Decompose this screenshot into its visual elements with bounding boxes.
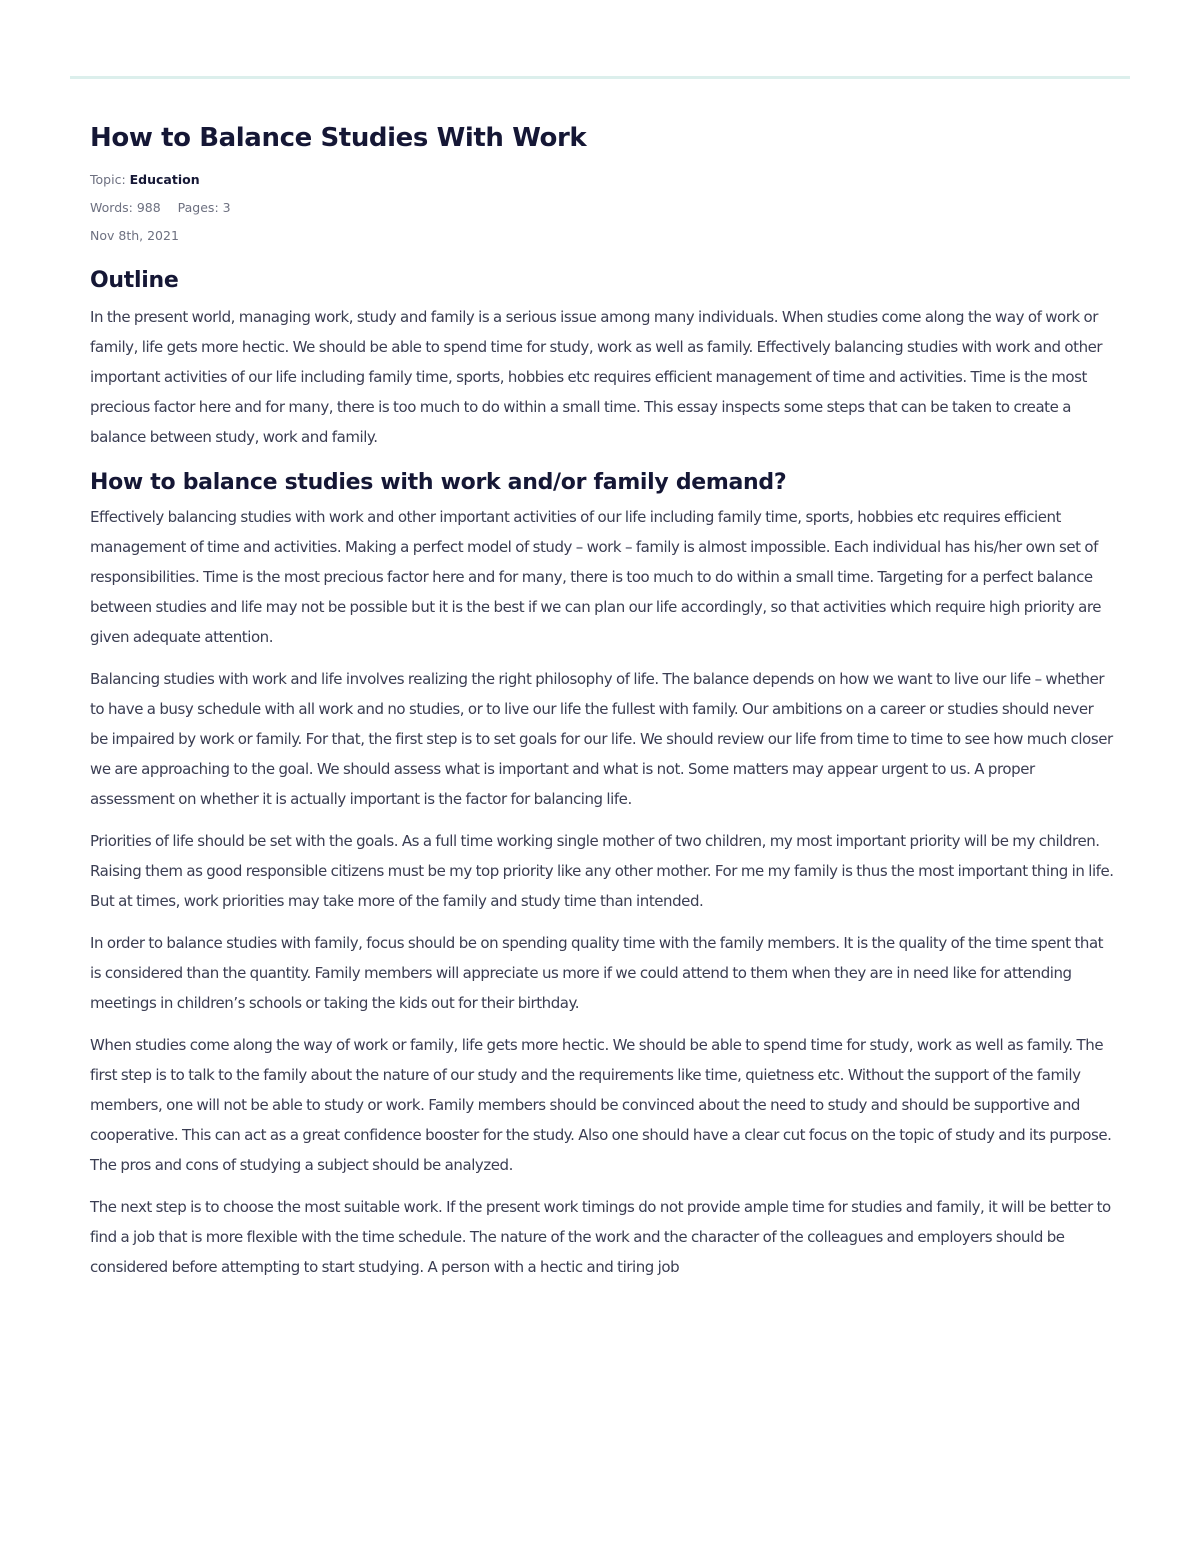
body-paragraph: When studies come along the way of work or family, life gets more hectic. We should be able to spend time for study, work as well as family. The first step is to talk to the family about the nature of our study and the requirements like time, quietness etc. Without the support of the family members, one will not be able to study or work. Family members should be convinced about the need to study and should be supportive and cooperative. This can act as a great confidence booster for the study. Also one should have a clear cut focus on the topic of study and its purpose. The pros and cons of studying a subject should be analyzed. [90, 1036, 1112, 1174]
count-meta [90, 200, 1114, 216]
page-title: How to Balance Studies With Work [90, 123, 587, 153]
topic-value[interactable]: Education [129, 172, 200, 187]
body-paragraph: Priorities of life should be set with the goals. As a full time working single mother of two children, my most important priority will be my children. Raising them as good responsible citizens must be my top priority like any other mother. For me my family is thus the most important thing in life. But at times, work priorities may take more of the family and study time than intended. [90, 832, 1114, 910]
date-meta: Nov 8th, 2021 [90, 228, 179, 243]
outline-heading: Outline [90, 268, 179, 293]
words-label: Words: [90, 200, 133, 215]
body-paragraph: Balancing studies with work and life involves realizing the right philosophy of life. The balance depends on how we want to live our life – whether to have a busy schedule with all work and no studies, or to live our life the fullest with family. Our ambitions on a career or studies should never be impaired by work or family. For that, the first step is to set goals for our life. We should review our life from time to time to see how much closer we are approaching to the goal. We should assess what is important and what is not. Some matters may appear urgent to us. A proper assessment on whether it is actually important is the factor for balancing life. [90, 670, 1113, 808]
essay-content [90, 118, 1114, 1282]
section-heading: How to balance studies with work and/or family demand? [90, 470, 787, 495]
pages-value: 3 [222, 200, 231, 215]
top-divider [70, 76, 1130, 79]
outline-paragraph: In the present world, managing work, study and family is a serious issue among many individuals. When studies come along the way of work or family, life gets more hectic. We should be able to spend time for study, work as well as family. Effectively balancing studies with work and other important activities of our life including family time, sports, hobbies etc requires efficient management of time and activities. Time is the most precious factor here and for many, there is too much to do within a small time. This essay inspects some steps that can be taken to create a balance between study, work and family. [90, 308, 1103, 446]
topic-meta [90, 172, 1114, 188]
body-paragraph: The next step is to choose the most suitable work. If the present work timings do not provide ample time for studies and family, it will be better to find a job that is more flexible with the time schedule. The nature of the work and the character of the colleagues and employers should be considered before attempting to start studying. A person with a hectic and tiring job [90, 1198, 1111, 1276]
topic-label: Topic: [90, 172, 126, 187]
pages-label: Pages: [177, 200, 219, 215]
body-paragraph: Effectively balancing studies with work and other important activities of our life including family time, sports, hobbies etc requires efficient management of time and activities. Making a perfect model of study – work – family is almost impossible. Each individual has his/her own set of responsibilities. Time is the most precious factor here and for many, there is too much to do within a small time. Targeting for a perfect balance between studies and life may not be possible but it is the best if we can plan our life accordingly, so that activities which require high priority are given adequate attention. [90, 508, 1102, 646]
body-paragraph: In order to balance studies with family, focus should be on spending quality time with the family members. It is the quality of the time spent that is considered than the quantity. Family members will appreciate us more if we could attend to them when they are in need like for attending meetings in children’s schools or taking the kids out for their birthday. [90, 934, 1104, 1012]
words-value: 988 [136, 200, 161, 215]
